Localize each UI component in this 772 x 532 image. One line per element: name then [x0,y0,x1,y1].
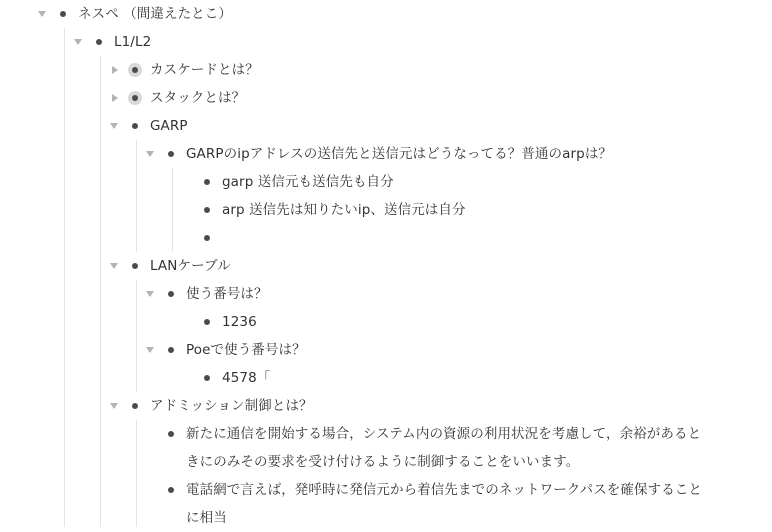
bullet-icon[interactable] [168,487,174,493]
expand-toggle-icon[interactable] [112,66,118,74]
bullet-icon[interactable] [168,151,174,157]
collapse-toggle-icon[interactable] [146,347,154,353]
outline-item-text[interactable]: スタックとは？ [150,90,246,106]
outline-item-text[interactable]: arp 送信先は知りたいip、送信元は自分 [222,202,466,218]
outline-item-l1-l2[interactable] [0,28,772,56]
bullet-icon[interactable] [168,431,174,437]
outline-item-stack[interactable] [0,84,772,112]
expand-toggle-icon[interactable] [112,94,118,102]
bullet-icon[interactable] [132,263,138,269]
outline-item-poe-question[interactable] [0,336,772,364]
outline-item-text[interactable]: ネスペ （間違えたとこ） [78,6,232,22]
outline-item-nespe[interactable] [0,0,772,28]
bullet-icon[interactable] [204,319,210,325]
outline-item-text[interactable]: 4578「 [222,370,271,386]
outline-item-text[interactable]: カスケードとは？ [150,62,259,78]
bullet-icon[interactable] [96,39,102,45]
bullet-icon[interactable] [204,375,210,381]
outline-item-text[interactable]: 新たに通信を開始する場合，システム内の資源の利用状況を考慮して，余裕があるときにのみその要求を受け付けるように制御することをいいます。 [186,426,702,470]
outline-item-text[interactable]: Poeで使う番号は？ [186,342,306,358]
outline-item-text[interactable]: 使う番号は？ [186,286,268,302]
outline-item-lan-cable[interactable] [0,252,772,280]
outline-item-garp-answer[interactable] [0,168,772,196]
collapsed-bullet-icon[interactable] [132,67,138,73]
outline-item-empty[interactable] [0,224,772,252]
collapse-toggle-icon[interactable] [146,291,154,297]
collapse-toggle-icon[interactable] [74,39,82,45]
bullet-icon[interactable] [204,235,210,241]
outline-item-text[interactable]: GARP [150,118,188,134]
outline-item-poe-answer[interactable] [0,364,772,392]
bullet-icon[interactable] [168,347,174,353]
collapse-toggle-icon[interactable] [110,403,118,409]
collapse-toggle-icon[interactable] [38,11,46,17]
bullet-icon[interactable] [132,123,138,129]
outline-item-text[interactable]: L1/L2 [114,34,152,50]
collapse-toggle-icon[interactable] [146,151,154,157]
collapse-toggle-icon[interactable] [110,123,118,129]
outline-item-text[interactable]: garp 送信元も送信先も自分 [222,174,394,190]
bullet-icon[interactable] [204,207,210,213]
outline-item-text[interactable]: GARPのipアドレスの送信先と送信元はどうなってる？普通のarpは？ [186,146,613,162]
outline-item-arp-answer[interactable] [0,196,772,224]
bullet-icon[interactable] [132,403,138,409]
outline-item-pin-answer[interactable] [0,308,772,336]
bullet-icon[interactable] [168,291,174,297]
collapsed-bullet-icon[interactable] [132,95,138,101]
bullet-icon[interactable] [204,179,210,185]
outline-item-admission-control[interactable] [0,392,772,420]
outline-item-text[interactable]: LANケーブル [150,258,231,274]
outline-item-garp[interactable] [0,112,772,140]
collapse-toggle-icon[interactable] [110,263,118,269]
outline-item-text[interactable]: アドミッション制御とは？ [150,398,313,414]
outline-item-garp-question[interactable] [0,140,772,168]
outline-item-cascade[interactable] [0,56,772,84]
outline-item-admission-example[interactable] [0,476,772,532]
bullet-icon[interactable] [60,11,66,17]
outline-item-admission-definition[interactable] [0,420,772,476]
outline-item-text[interactable]: 1236 [222,314,257,330]
outline-item-text[interactable]: 電話網で言えば，発呼時に発信元から着信先までのネットワークパスを確保することに相当 [186,482,702,526]
outline-item-pin-question[interactable] [0,280,772,308]
